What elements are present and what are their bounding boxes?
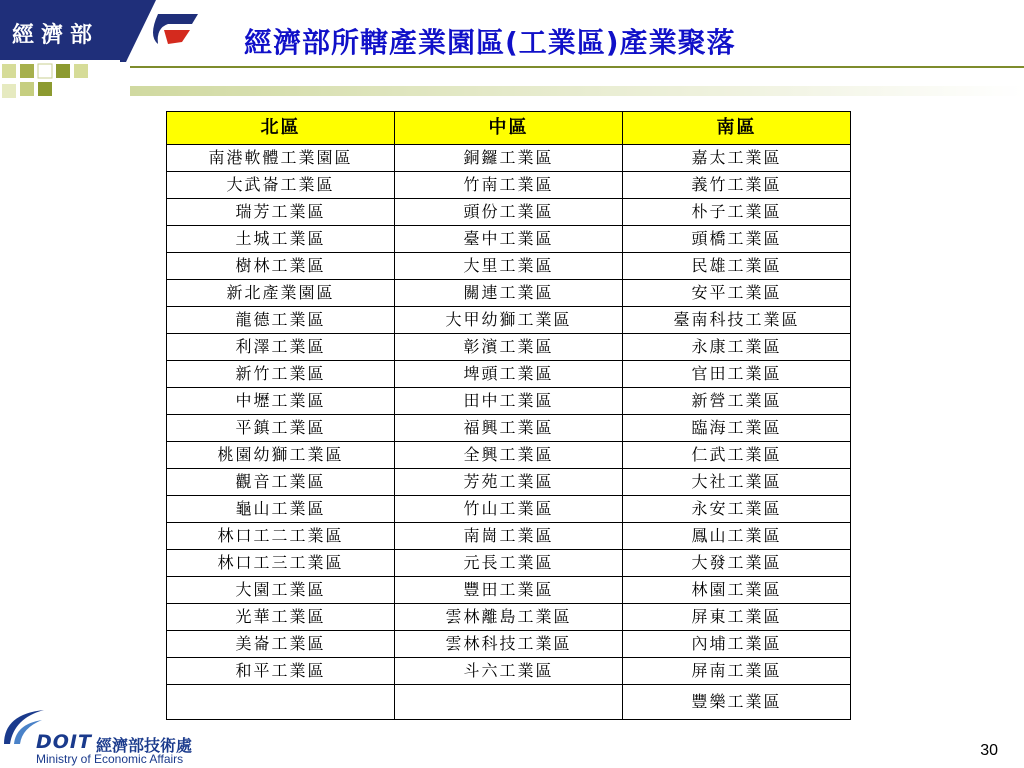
slide-title: 經濟部所轄產業園區(工業區)產業聚落 [244,26,736,59]
table-cell: 彰濱工業區 [395,334,623,361]
table-row [167,199,851,226]
doit-label: DOIT [36,731,92,753]
table-cell: 仁武工業區 [623,442,851,469]
table-cell: 臨海工業區 [623,415,851,442]
table-cell: 永康工業區 [623,334,851,361]
column-header-central: 中區 [395,112,623,145]
table-cell: 雲林離島工業區 [395,604,623,631]
table-row [167,145,851,172]
column-header-south: 南區 [623,112,851,145]
table-row [167,172,851,199]
table-cell: 桃園幼獅工業區 [167,442,395,469]
table-row [167,415,851,442]
table-cell: 官田工業區 [623,361,851,388]
table-cell: 大甲幼獅工業區 [395,307,623,334]
table-row [167,253,851,280]
table-cell: 平鎮工業區 [167,415,395,442]
table-cell [395,685,623,720]
table-cell: 龜山工業區 [167,496,395,523]
table-row [167,496,851,523]
table-cell: 福興工業區 [395,415,623,442]
table-cell: 新竹工業區 [167,361,395,388]
table-cell: 樹林工業區 [167,253,395,280]
table-header-row [167,112,851,145]
table-cell: 大發工業區 [623,550,851,577]
table-cell: 豐樂工業區 [623,685,851,720]
table-cell: 瑞芳工業區 [167,199,395,226]
doit-chinese-name: 經濟部技術處 [96,736,193,755]
ministry-badge [0,0,125,60]
table-cell: 芳苑工業區 [395,469,623,496]
column-header-north: 北區 [167,112,395,145]
table-cell: 林口工二工業區 [167,523,395,550]
table-cell: 豐田工業區 [395,577,623,604]
table-cell: 埤頭工業區 [395,361,623,388]
table-cell: 義竹工業區 [623,172,851,199]
table-cell: 雲林科技工業區 [395,631,623,658]
table-cell: 屏南工業區 [623,658,851,685]
table-row [167,226,851,253]
table-cell: 大里工業區 [395,253,623,280]
table-row [167,631,851,658]
table-cell: 關連工業區 [395,280,623,307]
table-cell: 美崙工業區 [167,631,395,658]
decorative-blocks [0,60,130,104]
table-cell: 南港軟體工業園區 [167,145,395,172]
header-rule [130,66,1024,68]
table-row [167,604,851,631]
doit-english-name: Ministry of Economic Affairs [36,752,184,766]
table-cell: 南崗工業區 [395,523,623,550]
table-cell: 臺南科技工業區 [623,307,851,334]
ministry-badge-text: 經濟部 [12,23,100,48]
table-cell: 林口工三工業區 [167,550,395,577]
table-row [167,523,851,550]
table-row [167,307,851,334]
ministry-logo-icon [120,0,202,62]
table-row [167,685,851,720]
table-cell: 民雄工業區 [623,253,851,280]
table-cell: 大社工業區 [623,469,851,496]
table-cell: 屏東工業區 [623,604,851,631]
table-row [167,361,851,388]
table-cell: 元長工業區 [395,550,623,577]
table-cell: 竹山工業區 [395,496,623,523]
table-cell: 新北產業園區 [167,280,395,307]
table-row [167,334,851,361]
table-row [167,442,851,469]
table-cell: 土城工業區 [167,226,395,253]
table-cell: 光華工業區 [167,604,395,631]
table-cell: 龍德工業區 [167,307,395,334]
table-cell: 竹南工業區 [395,172,623,199]
table-cell [167,685,395,720]
table-cell: 利澤工業區 [167,334,395,361]
table-cell: 頭橋工業區 [623,226,851,253]
table-cell: 大園工業區 [167,577,395,604]
table-row [167,388,851,415]
table-cell: 安平工業區 [623,280,851,307]
table-row [167,469,851,496]
table-row [167,550,851,577]
page-number: 30 [980,742,998,759]
industrial-parks-table [166,111,851,720]
table-cell: 朴子工業區 [623,199,851,226]
table-cell: 斗六工業區 [395,658,623,685]
table-cell: 頭份工業區 [395,199,623,226]
table-cell: 內埔工業區 [623,631,851,658]
table-cell: 和平工業區 [167,658,395,685]
table-cell: 田中工業區 [395,388,623,415]
table-row [167,658,851,685]
table-cell: 全興工業區 [395,442,623,469]
header-gradient-bar [130,86,1024,96]
table-cell: 觀音工業區 [167,469,395,496]
table-cell: 鳳山工業區 [623,523,851,550]
table-row [167,577,851,604]
table-cell: 大武崙工業區 [167,172,395,199]
table-cell: 林園工業區 [623,577,851,604]
table-cell: 永安工業區 [623,496,851,523]
table-cell: 中壢工業區 [167,388,395,415]
table-row [167,280,851,307]
table-cell: 嘉太工業區 [623,145,851,172]
table-cell: 新營工業區 [623,388,851,415]
table-cell: 銅鑼工業區 [395,145,623,172]
table-cell: 臺中工業區 [395,226,623,253]
